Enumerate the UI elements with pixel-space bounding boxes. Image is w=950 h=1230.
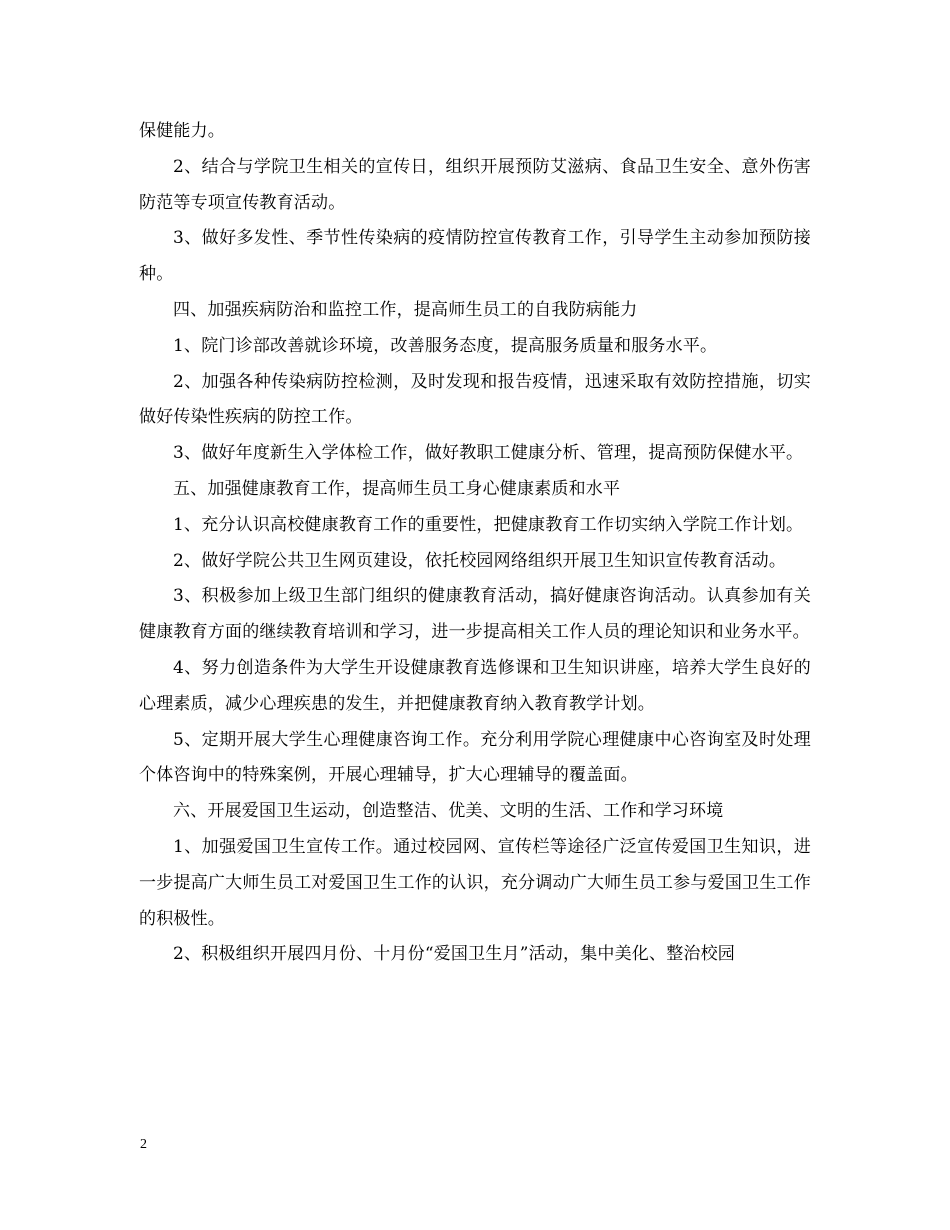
section-heading: 四、加强疾病防治和监控工作，提高师生员工的自我防病能力	[173, 299, 638, 320]
paragraph: 3、做好多发性、季节性传染病的疫情防控宣传教育工作，引导学生主动参加预防接种。	[139, 228, 811, 285]
paragraph: 4、努力创造条件为大学生开设健康教育选修课和卫生知识讲座，培养大学生良好的心理素质，减少心理疾患的发生，并把健康教育纳入教育教学计划。	[139, 657, 811, 714]
paragraph: 2、加强各种传染病防控检测，及时发现和报告疫情，迅速采取有效防控措施，切实做好传染性疾病的防控工作。	[139, 371, 811, 428]
section-heading: 六、开展爱国卫生运动，创造整洁、优美、文明的生活、工作和学习环境	[173, 801, 724, 822]
paragraph: 3、做好年度新生入学体检工作，做好教职工健康分析、管理，提高预防保健水平。	[173, 443, 804, 464]
paragraph: 1、加强爱国卫生宣传工作。通过校园网、宣传栏等途径广泛宣传爱国卫生知识，进一步提高广大师生员工对爱国卫生工作的认识，充分调动广大师生员工参与爱国卫生工作的积极性。	[139, 836, 811, 929]
paragraph: 2、积极组织开展四月份、十月份“爱国卫生月”活动，集中美化、整治校园	[173, 944, 735, 965]
paragraph: 1、院门诊部改善就诊环境，改善服务态度，提高服务质量和服务水平。	[173, 335, 718, 356]
section-heading: 五、加强健康教育工作，提高师生员工身心健康素质和水平	[173, 478, 621, 499]
paragraph: 保健能力。	[139, 121, 225, 141]
page-number: 2	[140, 1137, 147, 1152]
paragraph: 5、定期开展大学生心理健康咨询工作。充分利用学院心理健康中心咨询室及时处理个体咨询中的特殊案例，开展心理辅导，扩大心理辅导的覆盖面。	[139, 729, 811, 786]
paragraph: 3、积极参加上级卫生部门组织的健康教育活动，搞好健康咨询活动。认真参加有关健康教育方面的继续教育培训和学习，进一步提高相关工作人员的理论知识和业务水平。	[139, 586, 811, 643]
paragraph: 1、充分认识高校健康教育工作的重要性，把健康教育工作切实纳入学院工作计划。	[173, 514, 804, 535]
document-body	[139, 114, 811, 973]
paragraph: 2、结合与学院卫生相关的宣传日，组织开展预防艾滋病、食品卫生安全、意外伤害防范等专项宣传教育活动。	[139, 156, 811, 213]
paragraph: 2、做好学院公共卫生网页建设，依托校园网络组织开展卫生知识宣传教育活动。	[173, 550, 787, 571]
